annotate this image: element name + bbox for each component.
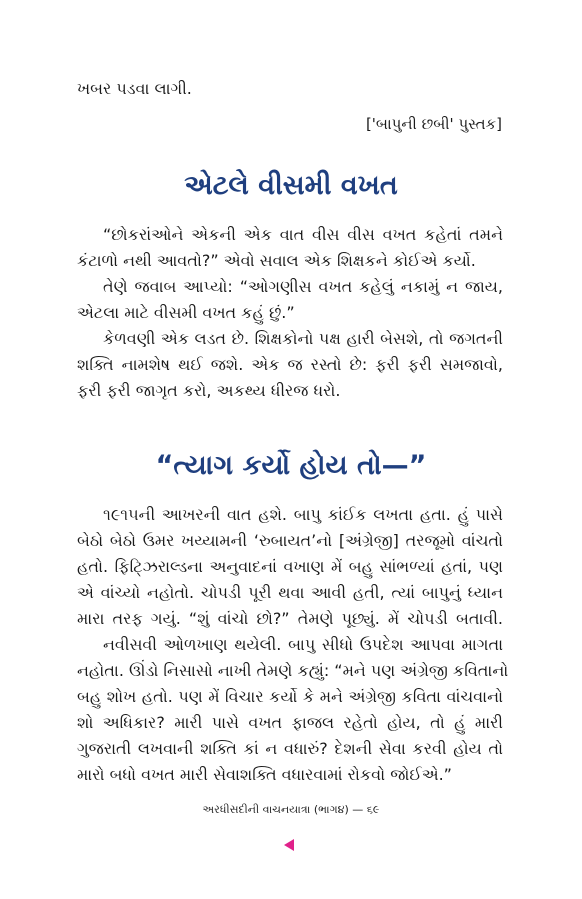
paragraph-line: કંટાળો નથી આવતો?” એવો સવાલ એક શિક્ષકને કોઈએ કર્યો.	[77, 251, 476, 270]
paragraph-line: નહોતા. ઊંડો નિસાસો નાખી તેમણે કહ્યું: “મને પણ અંગ્રેજી કવિતાનો	[77, 661, 509, 680]
paragraph-line: હતો. ફિટ્ઝિરાલ્ડના અનુવાદનાં વખાણ મેં બહુ સાંભળ્યાં હતાં, પણ	[77, 557, 503, 576]
section-title-2: “ત્યાગ કર્યો હોય તો—”	[155, 450, 427, 481]
section-title-1: એટલે વીસમી વખત	[184, 170, 398, 201]
paragraph-line: મારો બધો વખત મારી સેવાશક્તિ વધારવામાં રોકવો જોઈએ.”	[77, 765, 452, 784]
source-reference: ['બાપુની છબી' પુસ્તક]	[365, 115, 502, 133]
paragraph-line: તેણે જવાબ આપ્યો: “ઓગણીસ વખત કહેલું નકામું ન જાય,	[103, 277, 503, 296]
paragraph-line: કેળવણી એક લડત છે. શિક્ષકોનો પક્ષ હારી બેસશે, તો જગતની	[103, 329, 503, 348]
paragraph-line: મારા તરફ ગયું. “શું વાંચો છો?” તેમણે પૂછ્યું. મેં ચોપડી બતાવી.	[77, 609, 503, 628]
paragraph-line: એટલા માટે વીસમી વખત કહું છું.”	[77, 303, 295, 322]
paragraph-line: શો અધિકાર? મારી પાસે વખત ફાજલ રહેતો હોય, તો હું મારી	[77, 713, 503, 732]
paragraph-line: એ વાંચ્યો નહોતો. ચોપડી પૂરી થવા આવી હતી, ત્યાં બાપુનું ધ્યાન	[77, 583, 503, 602]
paragraph-line: બહુ શોખ હતો. પણ મેં વિચાર કર્યો કે મને અંગ્રેજી કવિતા વાંચવાનો	[77, 687, 503, 706]
previous-page-arrow-icon[interactable]	[284, 839, 294, 851]
paragraph-line: બેઠો બેઠો ઉમર ખય્યામની ‘રુબાયત’નો [અંગ્રેજી] તરજૂમો વાંચતો	[77, 531, 503, 550]
paragraph-line: નવીસવી ઓળખાણ થયેલી. બાપુ સીધો ઉપદેશ આપવા માગતા	[103, 635, 503, 654]
intro-line: ખબર પડવા લાગી.	[77, 79, 192, 98]
paragraph-line: શક્તિ નામશેષ થઈ જશે. એક જ રસ્તો છે: ફરી ફરી સમજાવો,	[77, 355, 503, 374]
paragraph-line: ગુજરાતી લખવાની શક્તિ કાં ન વધારું? દેશની સેવા કરવી હોય તો	[77, 739, 503, 758]
paragraph-line: “છોકરાંઓને એકની એક વાત વીસ વીસ વખત કહેતાં તમને	[103, 225, 503, 244]
paragraph-line: ફરી ફરી જાગૃત કરો, અકથ્ય ધીરજ ધરો.	[77, 381, 341, 400]
page-footer: અરધીસદીની વાચનયાત્રા (ભાગ૪) — ૬૯	[202, 803, 380, 816]
paragraph-line: ૧૯૧૫ની આખરની વાત હશે. બાપુ કાંઈક લખતા હતા. હું પાસે	[103, 505, 503, 524]
